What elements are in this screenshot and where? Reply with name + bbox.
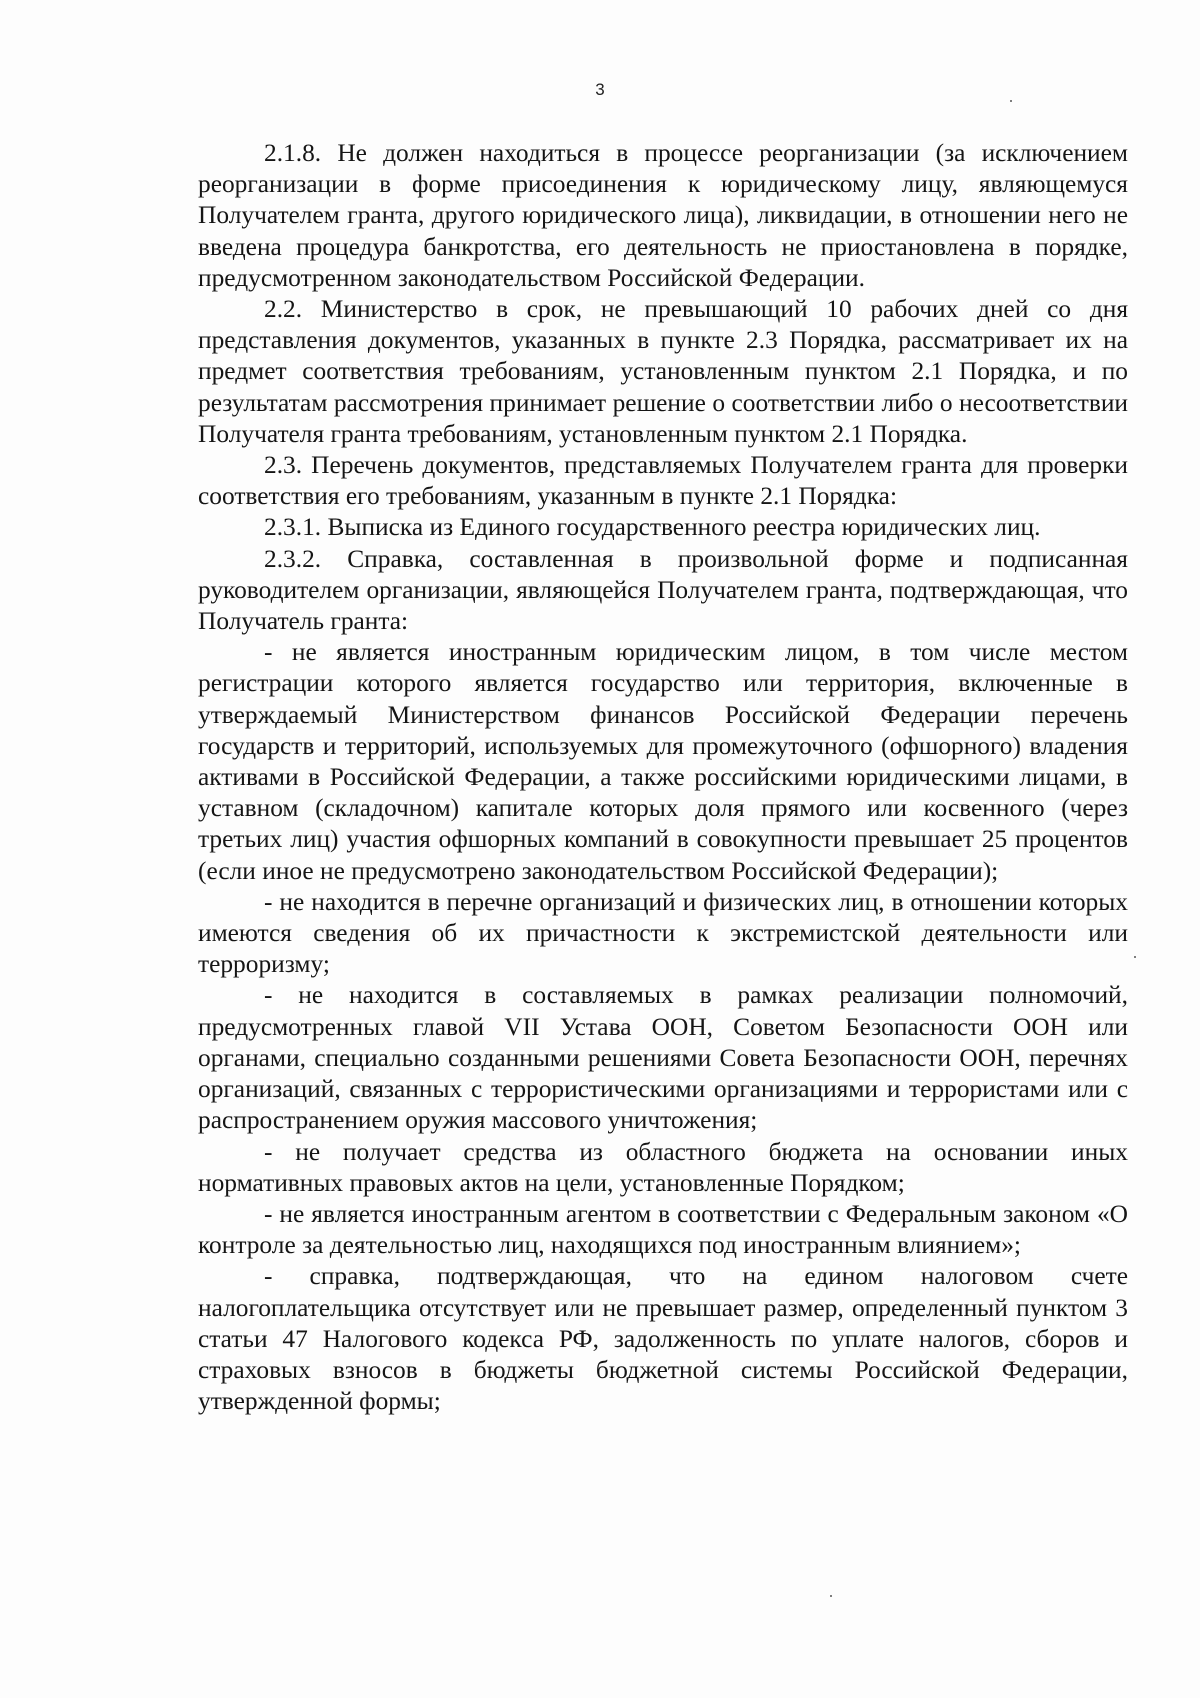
document-body — [198, 138, 1128, 1417]
list-item-tax-certificate: - справка, подтверждающая, что на едином налоговом счете налогоплательщика отсутствует или не превышает размер, определенный пунктом 3 статьи 47 Налогового кодекса РФ, задолженность по уплате налогов, сборов и страховых взносов в бюджеты бюджетной системы Российской Федерации, утвержденной формы; — [198, 1262, 1128, 1416]
paragraph-2-1-8: 2.1.8. Не должен находиться в процессе реорганизации (за исключением реорганизации в форме присоединения к юридическому лицу, являющемуся Получателем гранта, другого юридического лица), ликвидации, в отношении него не введена процедура банкротства, его деятельность не приостановлена в порядке, предусмотренном законодательством Российской Федерации. — [198, 139, 1128, 292]
list-item-not-extremist: - не находится в перечне организаций и физических лиц, в отношении которых имеются сведения об их причастности к экстремистской деятельности или терроризму; — [198, 887, 1128, 979]
list-item-no-regional-funds: - не получает средства из областного бюджета на основании иных нормативных правовых актов на цели, установленные Порядком; — [198, 1137, 1128, 1197]
scan-speck — [1134, 956, 1136, 958]
paragraph-2-3-2: 2.3.2. Справка, составленная в произвольной форме и подписанная руководителем организации, являющейся Получателем гранта, подтверждающая, что Получатель гранта: — [198, 544, 1128, 636]
list-item-not-un-sanctions: - не находится в составляемых в рамках реализации полномочий, предусмотренных главой VII Устава ООН, Советом Безопасности ООН или органами, специально созданными решениями Совета Безопасности ООН, перечнях организаций, связанных с террористическими организациями и террористами или с распространением оружия массового уничтожения; — [198, 981, 1128, 1135]
page-number: 3 — [595, 80, 605, 99]
scan-speck — [830, 1595, 832, 1597]
paragraph-2-3-1: 2.3.1. Выписка из Единого государственного реестра юридических лиц. — [264, 513, 1041, 542]
list-item-not-foreign-entity: - не является иностранным юридическим лицом, в том числе местом регистрации которого является государство или территория, включенные в утверждаемый Министерством финансов Российской Федерации перечень государств и территорий, используемых для промежуточного (офшорного) владения активами в Российской Федерации, а также российскими юридическими лицами, в уставном (складочном) капитале которых доля прямого или косвенного (через третьих лиц) участия офшорных компаний в совокупности превышает 25 процентов (если иное не предусмотрено законодательством Российской Федерации); — [198, 638, 1128, 885]
paragraph-2-3: 2.3. Перечень документов, представляемых Получателем гранта для проверки соответствия его требованиям, указанным в пункте 2.1 Порядка: — [198, 451, 1128, 511]
list-item-not-foreign-agent: - не является иностранным агентом в соответствии с Федеральным законом «О контроле за деятельностью лиц, находящихся под иностранным влиянием»; — [198, 1199, 1128, 1260]
scan-speck — [1010, 100, 1012, 102]
paragraph-2-2: 2.2. Министерство в срок, не превышающий 10 рабочих дней со дня представления документов, указанных в пункте 2.3 Порядка, рассматривает их на предмет соответствия требованиям, установленным пунктом 2.1 Порядка, и по результатам рассмотрения принимает решение о соответствии либо о несоответствии Получателя гранта требованиям, установленным пунктом 2.1 Порядка. — [198, 295, 1128, 448]
